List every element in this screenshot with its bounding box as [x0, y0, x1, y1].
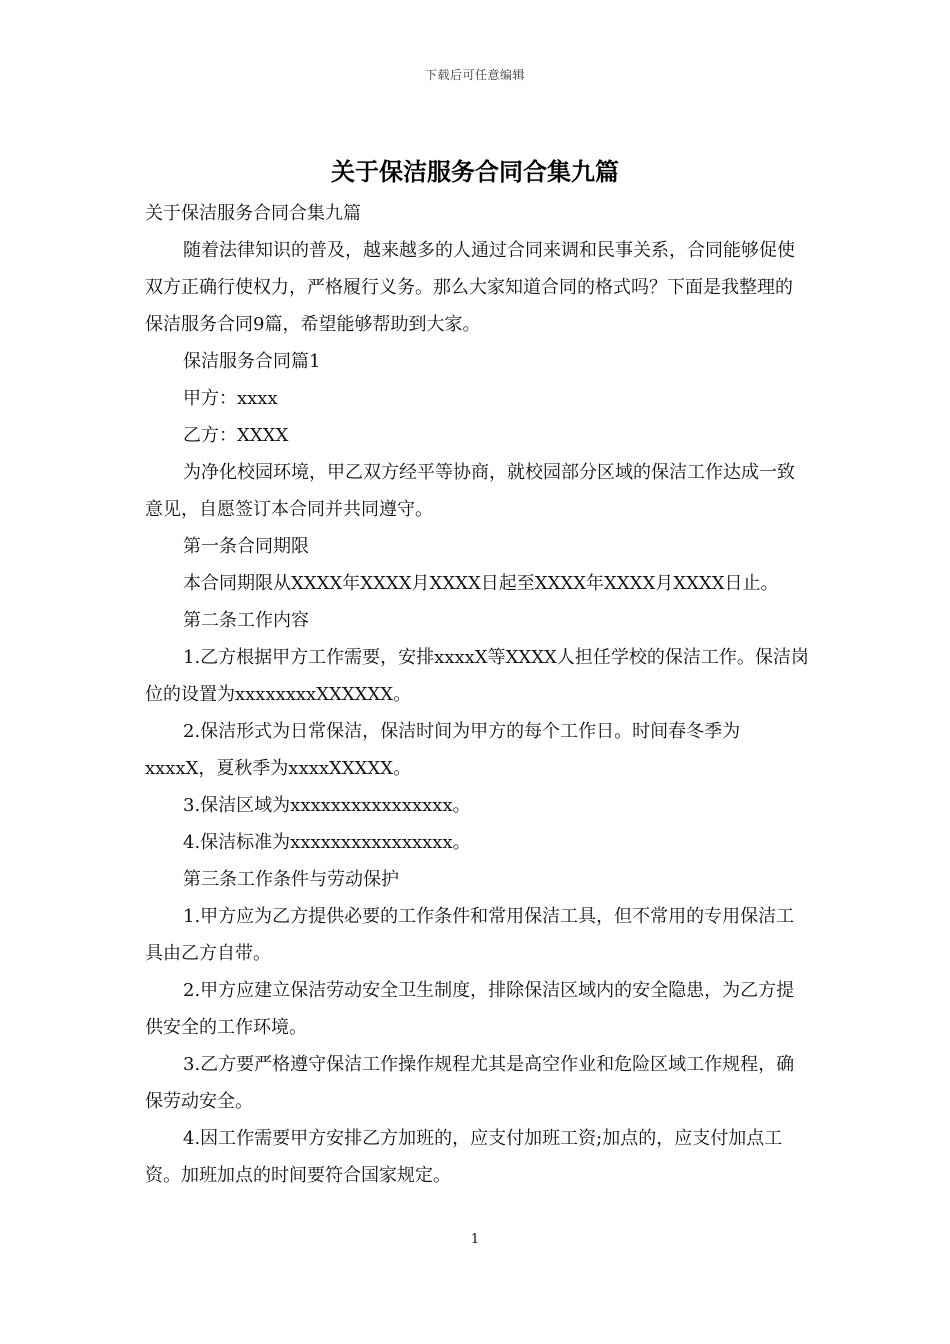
article-3-item-3: 3.乙方要严格遵守保洁工作操作规程尤其是高空作业和危险区域工作规程，确保劳动安全。 — [145, 1054, 795, 1112]
article-3-heading: 第三条工作条件与劳动保护 — [183, 869, 399, 890]
article-2-item-4: 4.保洁标准为xxxxxxxxxxxxxxxx。 — [183, 832, 471, 853]
article-2-item-2: 2.保洁形式为日常保洁，保洁时间为甲方的每个工作日。时间春冬季为xxxxX，夏秋季为xxxxXXXXX。 — [145, 721, 741, 779]
document-body — [145, 195, 810, 1194]
intro-paragraph: 随着法律知识的普及，越来越多的人通过合同来调和民事关系，合同能够促使双方正确行使权力，严格履行义务。那么大家知道合同的格式吗？下面是我整理的保洁服务合同9篇，希望能够帮助到大家。 — [145, 240, 795, 335]
article-1-body: 本合同期限从XXXX年XXXX月XXXX日起至XXXX年XXXX月XXXX日止。 — [183, 573, 779, 594]
header-note: 下载后可任意编辑 — [424, 68, 525, 82]
article-2-heading: 第二条工作内容 — [183, 610, 309, 631]
document-title: 关于保洁服务合同合集九篇 — [331, 158, 619, 186]
subtitle-paragraph: 关于保洁服务合同合集九篇 — [145, 203, 361, 224]
article-3-item-1: 1.甲方应为乙方提供必要的工作条件和常用保洁工具，但不常用的专用保洁工具由乙方自带。 — [145, 906, 795, 964]
party-b-line: 乙方：XXXX — [183, 425, 289, 446]
purpose-paragraph: 为净化校园环境，甲乙双方经平等协商，就校园部分区域的保洁工作达成一致意见，自愿签订本合同并共同遵守。 — [145, 462, 795, 520]
article-3-item-2: 2.甲方应建立保洁劳动安全卫生制度，排除保洁区域内的安全隐患，为乙方提供安全的工作环境。 — [145, 980, 795, 1038]
page-number: 1 — [470, 1232, 480, 1247]
article-1-heading: 第一条合同期限 — [183, 536, 309, 557]
article-3-item-4: 4.因工作需要甲方安排乙方加班的，应支付加班工资;加点的，应支付加点工资。加班加点的时间要符合国家规定。 — [145, 1128, 783, 1186]
article-2-item-1: 1.乙方根据甲方工作需要，安排xxxxX等XXXX人担任学校的保洁工作。保洁岗位的设置为xxxxxxxxXXXXXX。 — [145, 647, 809, 705]
article-2-item-3: 3.保洁区域为xxxxxxxxxxxxxxxx。 — [183, 795, 471, 816]
section-heading: 保洁服务合同篇1 — [183, 351, 321, 372]
party-a-line: 甲方：xxxx — [183, 388, 278, 409]
